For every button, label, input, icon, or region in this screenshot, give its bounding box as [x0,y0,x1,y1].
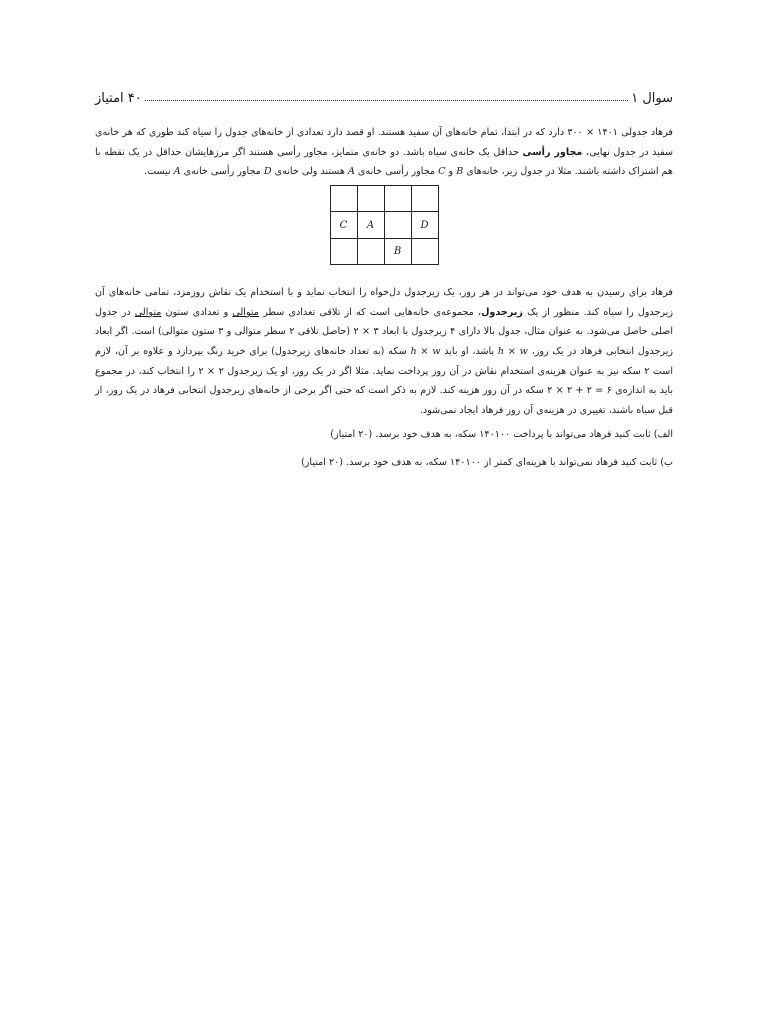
term-subgrid: زیرجدول [481,306,523,318]
problem-page [95,84,673,473]
part-a: الف) ثابت کنید فرهاد می‌تواند با پرداخت ۱۴۰۱۰۰ سکه، به هدف خود برسد. (۲۰ امتیاز) [330,429,673,441]
grid-row [330,238,438,265]
grid-cell [330,185,357,212]
underlined-consecutive-rows: متوالی [232,306,259,318]
var-a: A [347,166,355,178]
grid-cell-b: B [384,238,411,265]
term-vertex-adjacent: مجاور رأسی [522,146,583,158]
rules-text-5: باشد، او باید [440,346,498,358]
question-header [95,84,673,106]
expr-h-times-w-2: h × w [410,346,441,358]
intro-text-4: مجاور رأسی خانه‌ی [354,166,439,178]
intro-text-5: هستند ولی خانه‌ی [271,166,348,178]
expr-h-times-w: h × w [497,346,528,358]
grid-cell-d: D [411,212,438,239]
question-points: ۴۰ امتیاز [95,91,142,106]
intro-text-3: و [445,166,457,178]
underlined-consecutive-cols: متوالی [134,306,162,318]
grid-cell-c: C [330,212,357,239]
grid-cell-a: A [357,212,384,239]
intro-text-1: فرهاد جدولی ۱۴۰۱ × ۳۰۰ دارد که در ابتدا، تمام خانه‌های آن سفید هستند. او قصد دارد تعدادی از خانه‌های جدول را سیاه کند طوری که هر خانه‌ی سفید در جدول نهایی، [95,127,673,158]
rules-text-1: فرهاد برای رسیدن به هدف خود می‌تواند در هر روز، یک زیرجدول دل‌خواه را انتخاب نماید و با استخدام یک نقاش روزمزد، تمامی خانه‌های آن زیرجدول را سیاه کند. منظور از یک [95,287,673,318]
intro-text-2: حداقل یک خانه‌ی سیاه باشد. دو خانه‌ی متمایز، مجاور رأسی هستند اگر مرزهایشان حداقل در یک نقطه با هم اشتراک داشته باشند. مثلا در جدول زیر، خانه‌های [95,146,673,178]
rules-text-4: در جدول اصلی حاصل می‌شود. به عنوان مثال، جدول بالا دارای ۴ زیرجدول با ابعاد ۳ × ۲ (حاصل تلاقی ۲ سطر متوالی و ۳ ستون متوالی) است. اگر ابعاد زیرجدول انتخابی فرهاد در یک روز، [95,306,673,358]
grid-cell [330,238,357,265]
rules-text-6: سکه (به تعداد خانه‌های زیرجدول) برای خرید رنگ بپردازد و علاوه بر آن، لازم است ۲ سکه نیز به عنوان هزینه‌ی استخدام نقاش در آن روز پرداخت نماید. مثلا اگر در یک روز، او یک زیرجدول ۲ × ۲ را انتخاب کند، در مجموع باید به اندازه‌ی ۶ = ۲ + ۲ × ۲ سکه در آن روز هزینه کند. لازم به ذکر است که حتی اگر برخی از خانه‌های زیرجدول انتخابی فرهاد در یک روز، از قبل سیاه باشند، تغییری در هزینه‌ی آن روز فرهاد ایجاد نمی‌شود. [95,346,674,416]
grid-cell [357,185,384,212]
intro-paragraph [95,123,673,182]
grid-cell [411,238,438,265]
question-title: سوال ۱ [631,91,673,106]
grid-cell [384,212,411,239]
grid-cell [384,185,411,212]
var-c: C [438,166,446,178]
var-a-2: A [173,166,181,178]
rules-paragraph [95,283,673,420]
var-d: D [263,166,272,178]
part-b: ب) ثابت کنید فرهاد نمی‌تواند با هزینه‌ای کمتر از ۱۴۰۱۰۰ سکه، به هدف خود برسد. (۲۰ امتیاز) [301,457,673,469]
rules-text-3: و تعدادی ستون [161,306,233,318]
var-b: B [456,166,464,178]
grid-row [330,185,438,212]
example-grid [330,185,439,266]
dotted-leader [145,100,628,101]
grid-row [330,212,438,239]
grid-cell [411,185,438,212]
intro-text-7: نیست. [144,166,174,178]
grid-cell [357,238,384,265]
rules-text-2: ، مجموعه‌ی خانه‌هایی است که از تلاقی تعدادی سطر [258,306,482,318]
example-grid-wrapper [95,185,673,266]
intro-text-6: مجاور رأسی خانه‌ی [180,166,264,178]
